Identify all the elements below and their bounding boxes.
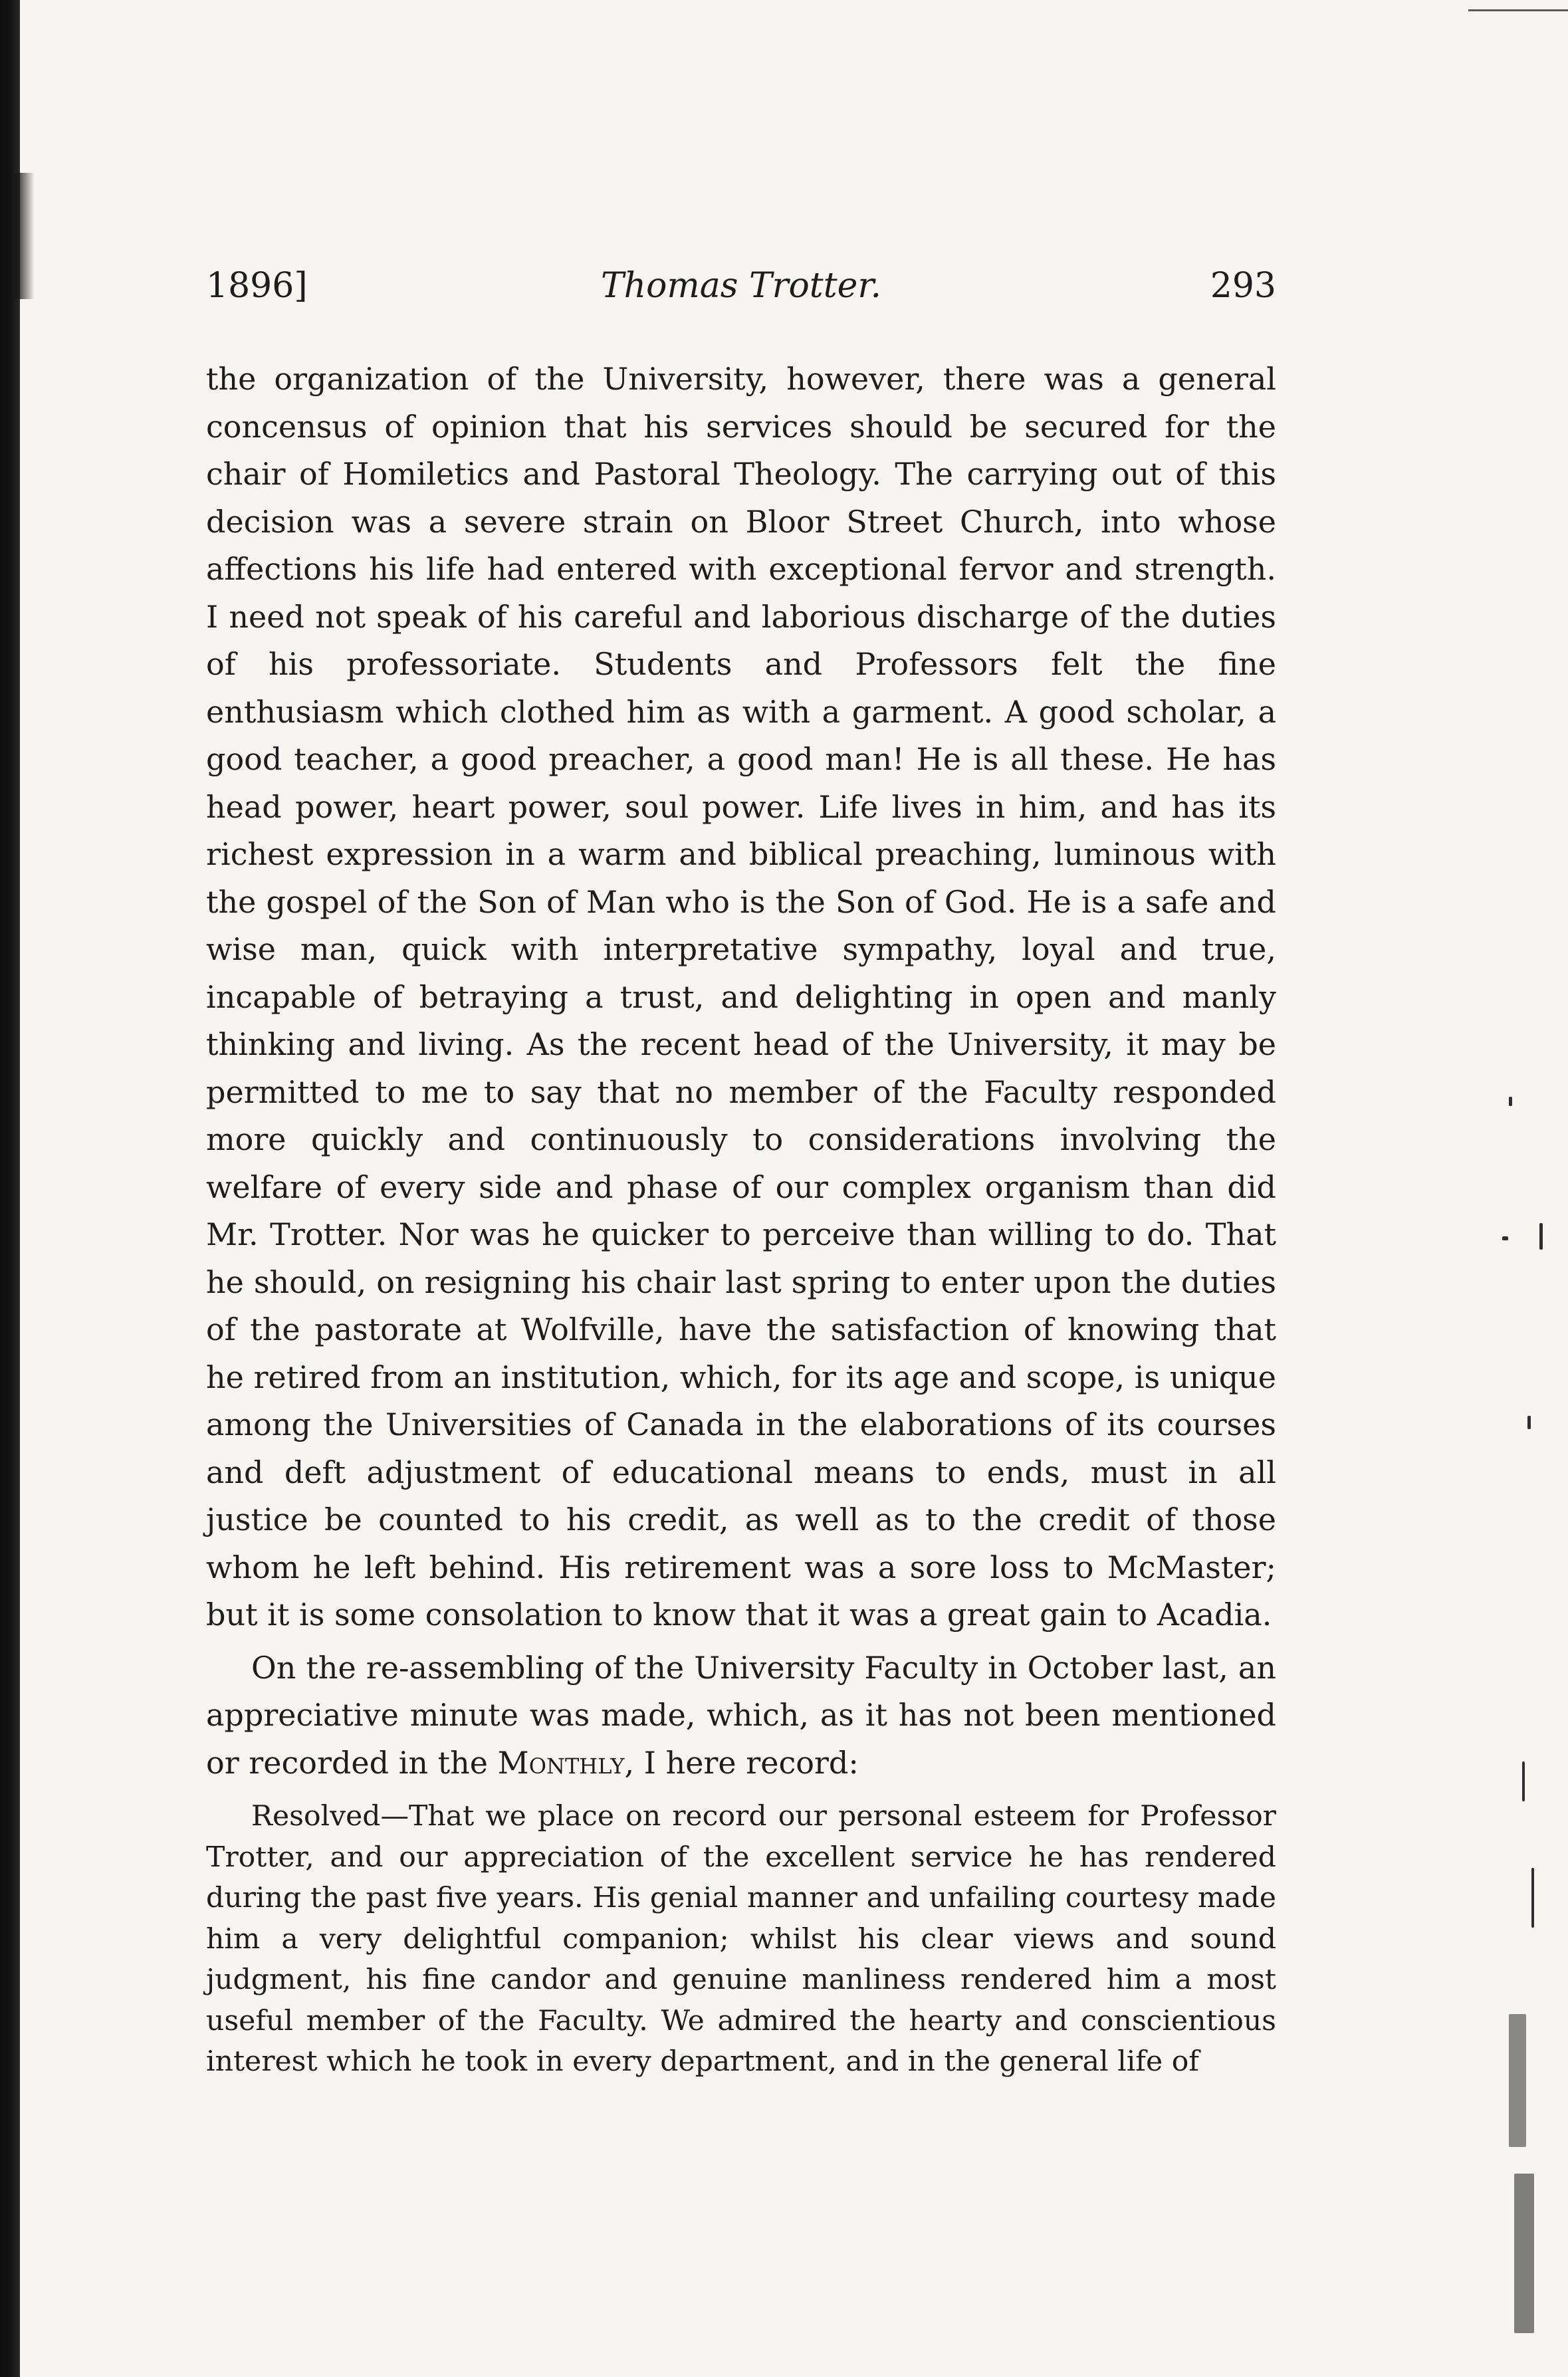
scan-top-right-rule [1468,9,1568,11]
scan-speck [1522,1761,1525,1801]
running-head-year: 1896] [206,266,308,306]
monthly-small-caps: Monthly [497,1744,625,1781]
paragraph-faculty-minute-text-a: On the re-assembling of the University Faculty in October last, an appreciative minute was made, which, as it has not been mentioned or recorded in the [206,1649,1276,1781]
page-number: 293 [1210,266,1276,306]
scan-margin-specks [1496,1097,1568,2377]
scan-speck [1539,1223,1543,1250]
resolution-quote: Resolved—That we place on record our personal esteem for Professor Trotter, and our appreciation of the excellent service he has rendered during the past five years. His genial manner and unfailing courtesy made him a very delightful companion; whilst his clear views and sound judgment, his fine candor and genuine manliness rendered him a most useful member of the Faculty. We admired the hearty and conscientious interest which he took in every department, and in the general life of [206,1800,1276,2078]
running-head [206,263,1276,309]
scan-speck [1509,2014,1526,2147]
scan-speck [1531,1868,1534,1928]
scan-left-edge-shadow [15,173,35,299]
scan-speck [1502,1236,1508,1240]
scan-speck [1527,1416,1531,1429]
scan-left-edge [0,0,20,2377]
body-text [206,356,1276,2083]
running-head-title: Thomas Trotter. [600,266,882,306]
paragraph-faculty-minute [206,1644,1276,1787]
scan-speck [1514,2174,1534,2333]
book-page [206,263,1276,2083]
paragraph-continuation: the organization of the University, however, there was a general concensus of opinion that his services should be secured for the chair of Homiletics and Pastoral Theology. The carrying out of this decision was a severe strain on Bloor Street Church, into whose affections his life had entered with exceptional fervor and strength. I need not speak of his careful and laborious discharge of the duties of his professoriate. Students and Professors felt the fine enthusiasm which clothed him as with a garment. A good scholar, a good teacher, a good preacher, a good man! He is all these. He has head power, heart power, soul power. Life lives in him, and has its richest expression in a warm and biblical preaching, luminous with the gospel of the Son of Man who is the Son of God. He is a safe and wise man, quick with interpretative sympathy, loyal and true, incapable of betraying a trust, and delighting in open and manly thinking and living. As the recent head of the University, it may be permitted to me to say that no member of the Faculty responded more quickly and continuously to considerations involving the welfare of every side and phase of our complex organism than did Mr. Trotter. Nor was he quicker to perceive than willing to do. That he should, on resigning his chair last spring to enter upon the duties of the pastorate at Wolfville, have the satisfaction of knowing that he retired from an institution, which, for its age and scope, is unique among the Universities of Canada in the elaborations of its courses and deft adjustment of educational means to ends, must in all justice be counted to his credit, as well as to the credit of those whom he left behind. His retirement was a sore loss to McMaster; but it is some consolation to know that it was a great gain to Acadia. [206,361,1276,1633]
paragraph-faculty-minute-text-b: , I here record: [624,1744,859,1781]
scan-speck [1509,1097,1512,1106]
